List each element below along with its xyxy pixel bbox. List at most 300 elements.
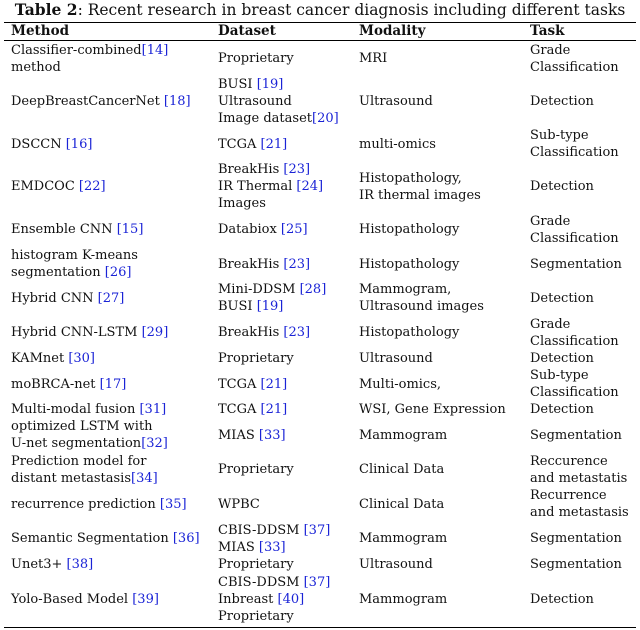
cell-text: Ensemble CNN [11, 222, 117, 237]
cell-line [11, 247, 211, 264]
cell-line [359, 187, 524, 204]
cell-method [11, 401, 211, 418]
cell-line [530, 401, 640, 418]
cell-text: Proprietary [218, 51, 294, 66]
cell-text: BreakHis [218, 256, 284, 272]
cell-line [359, 496, 524, 513]
citation-link[interactable]: [25] [280, 222, 308, 237]
cell-dataset [218, 350, 353, 367]
cell-line [218, 539, 353, 556]
header-dataset: Dataset [218, 23, 276, 39]
cell-text: and metastasis [530, 505, 629, 520]
cell-text: Ultrasound [359, 351, 433, 366]
table-row [0, 367, 640, 401]
cell-line [530, 256, 640, 273]
cell-line [218, 376, 353, 393]
cell-line [359, 136, 524, 153]
cell-line [11, 59, 211, 76]
citation-link[interactable]: [23] [283, 162, 311, 177]
cell-method [11, 315, 211, 350]
cell-text: Segmentation [530, 427, 622, 443]
cell-modality [359, 281, 524, 315]
cell-dataset [218, 212, 353, 247]
cell-line [359, 591, 524, 608]
cell-line [218, 50, 353, 67]
citation-link[interactable]: [21] [260, 402, 288, 417]
cell-line [530, 384, 640, 401]
cell-line [218, 136, 353, 153]
cell-line [359, 93, 524, 110]
table-row [0, 401, 640, 418]
cell-line [359, 401, 524, 418]
cell-text: Image dataset [218, 111, 312, 126]
cell-text: Detection [530, 351, 594, 366]
cell-line [11, 470, 211, 487]
table-row [0, 452, 640, 487]
cell-dataset [218, 127, 353, 161]
cell-text: MIAS [218, 427, 259, 443]
cell-line [11, 93, 211, 110]
citation-link[interactable]: [33] [258, 427, 286, 443]
caption-label: Table 2 [14, 0, 78, 19]
cell-method [11, 556, 211, 573]
cell-text: TCGA [218, 402, 261, 417]
cell-modality [359, 401, 524, 418]
cell-text: Ultrasound [359, 557, 433, 572]
cell-text: WSI, Gene Expression [359, 402, 506, 417]
cell-dataset [218, 452, 353, 487]
cell-task [530, 247, 640, 281]
cell-line [359, 170, 524, 187]
cell-text: BUSI [218, 77, 257, 92]
cell-method [11, 487, 211, 521]
cell-task [530, 487, 640, 521]
cell-text: Grade [530, 42, 571, 58]
cell-line [359, 556, 524, 573]
cell-line [11, 453, 211, 470]
citation-link[interactable]: [18] [163, 94, 191, 109]
cell-dataset [218, 315, 353, 350]
cell-modality [359, 487, 524, 521]
cell-line [218, 401, 353, 418]
cell-modality [359, 41, 524, 76]
cell-line [11, 401, 211, 418]
cell-text: multi-omics [359, 136, 436, 152]
cell-line [11, 496, 211, 513]
cell-text: BUSI [218, 299, 257, 314]
cell-text: Images [218, 196, 266, 211]
citation-link[interactable]: [38] [66, 557, 94, 572]
cell-line [530, 42, 640, 59]
cell-text: Multi-omics, [359, 376, 442, 392]
cell-line [218, 522, 353, 539]
cell-text: Reccurence [530, 453, 608, 469]
cell-text: method [11, 59, 61, 75]
cell-text: TCGA [218, 376, 261, 392]
cell-line [11, 221, 211, 238]
cell-line [359, 350, 524, 367]
cell-text: Proprietary [218, 462, 294, 477]
cell-text: Detection [530, 94, 594, 109]
citation-link[interactable]: [20] [312, 111, 339, 126]
cell-line [218, 591, 353, 608]
citation-link[interactable]: [21] [260, 376, 288, 392]
cell-modality [359, 350, 524, 367]
cell-text: Detection [530, 290, 594, 306]
cell-text: Clinical Data [359, 462, 445, 477]
cell-line [530, 504, 640, 521]
cell-text: Sub-type [530, 128, 589, 143]
cell-method [11, 41, 211, 76]
cell-line [530, 453, 640, 470]
cell-text: Mini-DDSM [218, 282, 300, 297]
cell-modality [359, 418, 524, 452]
cell-line [530, 530, 640, 547]
cell-line [11, 556, 211, 573]
cell-task [530, 161, 640, 212]
cell-line [11, 418, 211, 435]
table-row [0, 487, 640, 521]
cell-line [530, 127, 640, 144]
cell-text: segmentation [11, 265, 105, 280]
cell-task [530, 521, 640, 556]
header-task: Task [530, 23, 565, 39]
citation-link[interactable]: [29] [141, 325, 169, 340]
cell-line [359, 256, 524, 273]
cell-line [359, 376, 524, 393]
cell-text: Classification [530, 385, 619, 400]
table-row [0, 556, 640, 573]
cell-text: Classification [530, 59, 619, 75]
header-modality: Modality [359, 23, 426, 39]
cell-line [11, 178, 211, 195]
cell-text: Classifier-combined [11, 42, 142, 58]
citation-link[interactable]: [21] [260, 136, 288, 152]
cell-task [530, 401, 640, 418]
cell-line [218, 350, 353, 367]
cell-task [530, 367, 640, 401]
cell-text: Segmentation [530, 256, 622, 272]
cell-line [218, 324, 353, 341]
table-row [0, 315, 640, 350]
cell-line [11, 264, 211, 281]
citation-link[interactable]: [19] [256, 299, 284, 314]
cell-method [11, 350, 211, 367]
cell-line [530, 333, 640, 350]
cell-method [11, 127, 211, 161]
cell-line [11, 350, 211, 367]
cell-text: BreakHis [218, 162, 284, 177]
citation-link[interactable]: [37] [303, 575, 331, 590]
cell-line [11, 435, 211, 452]
cell-task [530, 212, 640, 247]
cell-modality [359, 161, 524, 212]
cell-text: Classification [530, 333, 619, 349]
cell-text: Hybrid CNN-LSTM [11, 325, 142, 340]
citation-link[interactable]: [22] [78, 179, 106, 194]
cell-line [530, 487, 640, 504]
cell-task [530, 452, 640, 487]
cell-dataset [218, 487, 353, 521]
cell-text: Classification [530, 230, 619, 246]
cell-dataset [218, 76, 353, 127]
cell-text: Segmentation [530, 557, 622, 572]
table-row [0, 247, 640, 281]
cell-text: DeepBreastCancerNet [11, 94, 164, 109]
citation-link[interactable]: [19] [256, 77, 284, 92]
cell-text: Proprietary [218, 557, 294, 572]
cell-line [530, 470, 640, 487]
cell-modality [359, 521, 524, 556]
cell-task [530, 573, 640, 626]
cell-text: Unet3+ [11, 557, 67, 572]
cell-task [530, 556, 640, 573]
cell-text: TCGA [218, 136, 261, 152]
cell-text: histogram K-means [11, 248, 138, 263]
cell-dataset [218, 418, 353, 452]
cell-line [218, 608, 353, 625]
cell-modality [359, 247, 524, 281]
cell-line [218, 76, 353, 93]
cell-text: Detection [530, 179, 594, 194]
cell-text: WPBC [218, 496, 260, 512]
cell-text: Recurrence [530, 488, 607, 503]
header-method: Method [11, 23, 70, 39]
cell-line [530, 213, 640, 230]
cell-modality [359, 212, 524, 247]
cell-text: moBRCA-net [11, 376, 100, 392]
cell-text: Mammogram [359, 592, 448, 607]
cell-method [11, 212, 211, 247]
cell-text: Yolo-Based Model [11, 592, 133, 607]
citation-link[interactable]: [33] [258, 539, 286, 555]
cell-line [530, 93, 640, 110]
cell-text: Segmentation [530, 531, 622, 546]
cell-text: Ultrasound [218, 94, 292, 109]
citation-link[interactable]: [39] [132, 592, 159, 607]
cell-line [530, 144, 640, 161]
citation-link[interactable]: [15] [116, 222, 144, 237]
cell-text: MRI [359, 51, 388, 66]
table-row [0, 41, 640, 76]
cell-text: Classification [530, 145, 619, 160]
cell-line [530, 290, 640, 307]
cell-dataset [218, 521, 353, 556]
cell-dataset [218, 556, 353, 573]
cell-line [11, 324, 211, 341]
cell-line [11, 376, 211, 393]
cell-text: Sub-type [530, 368, 589, 383]
cell-line [218, 195, 353, 212]
cell-text: Histopathology [359, 256, 460, 272]
table-row [0, 281, 640, 315]
cell-task [530, 281, 640, 315]
cell-text: and metastatis [530, 470, 628, 486]
table-row [0, 418, 640, 452]
citation-link[interactable]: [40] [277, 592, 305, 607]
cell-modality [359, 573, 524, 626]
cell-line [11, 136, 211, 153]
cell-task [530, 350, 640, 367]
cell-method [11, 281, 211, 315]
cell-text: Detection [530, 402, 594, 417]
cell-text: IR thermal images [359, 187, 481, 203]
table-row [0, 350, 640, 367]
cell-text: Mammogram [359, 531, 448, 546]
cell-line [530, 230, 640, 247]
cell-task [530, 41, 640, 76]
cell-text: CBIS-DDSM [218, 522, 304, 538]
citation-link[interactable]: [31] [139, 402, 167, 417]
table-row [0, 521, 640, 556]
cell-text: Ultrasound images [359, 299, 484, 314]
cell-line [359, 50, 524, 67]
cell-line [218, 221, 353, 238]
cell-task [530, 76, 640, 127]
cell-dataset [218, 573, 353, 626]
cell-modality [359, 315, 524, 350]
citation-link[interactable]: [36] [172, 531, 200, 546]
citation-link[interactable]: [37] [303, 522, 331, 538]
cell-text: Histopathology, [359, 170, 462, 186]
cell-line [530, 427, 640, 444]
cell-text: recurrence prediction [11, 496, 160, 512]
cell-task [530, 127, 640, 161]
cell-line [530, 178, 640, 195]
citation-link[interactable]: [30] [68, 351, 95, 366]
cell-modality [359, 556, 524, 573]
cell-modality [359, 127, 524, 161]
table-caption [0, 0, 640, 22]
cell-text: Ultrasound [359, 94, 433, 109]
cell-text: CBIS-DDSM [218, 575, 304, 590]
cell-text: optimized LSTM with [11, 419, 153, 434]
cell-line [359, 461, 524, 478]
cell-text: Inbreast [218, 592, 278, 607]
cell-text: Proprietary [218, 609, 294, 624]
cell-method [11, 573, 211, 626]
citation-link[interactable]: [23] [283, 256, 311, 272]
cell-line [218, 298, 353, 315]
cell-text: Proprietary [218, 351, 294, 366]
cell-dataset [218, 281, 353, 315]
cell-task [530, 315, 640, 350]
table-row [0, 161, 640, 212]
cell-method [11, 452, 211, 487]
cell-line [359, 298, 524, 315]
caption-text: : Recent research in breast cancer diagnosis including different tasks [77, 1, 626, 19]
cell-text: DSCCN [11, 136, 66, 152]
cell-method [11, 247, 211, 281]
cell-dataset [218, 161, 353, 212]
cell-text: Prediction model for [11, 453, 147, 469]
cell-text: KAMnet [11, 351, 69, 366]
cell-text: distant metastasis [11, 470, 131, 486]
cell-line [530, 350, 640, 367]
table-row [0, 127, 640, 161]
citation-link[interactable]: [34] [131, 470, 158, 486]
cell-task [530, 418, 640, 452]
cell-text: EMDCOC [11, 179, 79, 194]
cell-method [11, 367, 211, 401]
cell-line [218, 110, 353, 127]
cell-text: Mammogram [359, 427, 448, 443]
cell-dataset [218, 247, 353, 281]
cell-dataset [218, 41, 353, 76]
cell-text: Semantic Segmentation [11, 531, 173, 546]
cell-line [530, 316, 640, 333]
citation-link[interactable]: [26] [104, 265, 132, 280]
citation-link[interactable]: [32] [141, 436, 168, 451]
citation-link[interactable]: [35] [159, 496, 187, 512]
cell-line [218, 281, 353, 298]
cell-line [218, 161, 353, 178]
table-row [0, 212, 640, 247]
cell-modality [359, 367, 524, 401]
cell-text: Detection [530, 592, 594, 607]
cell-dataset [218, 401, 353, 418]
citation-link[interactable]: [16] [65, 136, 93, 152]
citation-link[interactable]: [17] [99, 376, 127, 392]
cell-line [359, 530, 524, 547]
cell-method [11, 521, 211, 556]
cell-line [359, 427, 524, 444]
cell-method [11, 418, 211, 452]
cell-text: U-net segmentation [11, 436, 142, 451]
cell-line [530, 591, 640, 608]
cell-text: Grade [530, 213, 571, 229]
cell-text: Grade [530, 316, 571, 332]
cell-text: MIAS [218, 539, 259, 555]
citation-link[interactable]: [28] [299, 282, 327, 297]
cell-line [218, 256, 353, 273]
cell-dataset [218, 367, 353, 401]
table-row [0, 573, 640, 626]
cell-line [218, 93, 353, 110]
cell-line [359, 221, 524, 238]
cell-text: BreakHis [218, 325, 284, 340]
cell-text: Mammogram, [359, 282, 452, 297]
cell-line [359, 324, 524, 341]
cell-line [11, 290, 211, 307]
cell-text: Multi-modal fusion [11, 402, 140, 417]
cell-line [218, 461, 353, 478]
cell-text: Histopathology [359, 325, 460, 340]
cell-line [530, 556, 640, 573]
cell-modality [359, 452, 524, 487]
cell-line [218, 496, 353, 513]
cell-text: Hybrid CNN [11, 290, 98, 306]
cell-line [530, 367, 640, 384]
cell-text: Histopathology [359, 222, 460, 237]
cell-line [359, 281, 524, 298]
cell-method [11, 76, 211, 127]
table-row [0, 76, 640, 127]
citation-link[interactable]: [27] [97, 290, 125, 306]
cell-text: Clinical Data [359, 496, 445, 512]
cell-line [218, 427, 353, 444]
citation-link[interactable]: [14] [141, 42, 169, 58]
citation-link[interactable]: [23] [283, 325, 311, 340]
cell-text: IR Thermal [218, 179, 297, 194]
citation-link[interactable]: [24] [296, 179, 324, 194]
cell-line [218, 178, 353, 195]
cell-line [11, 591, 211, 608]
cell-text: Databiox [218, 222, 281, 237]
cell-line [218, 574, 353, 591]
cell-method [11, 161, 211, 212]
bottom-rule [4, 627, 636, 628]
